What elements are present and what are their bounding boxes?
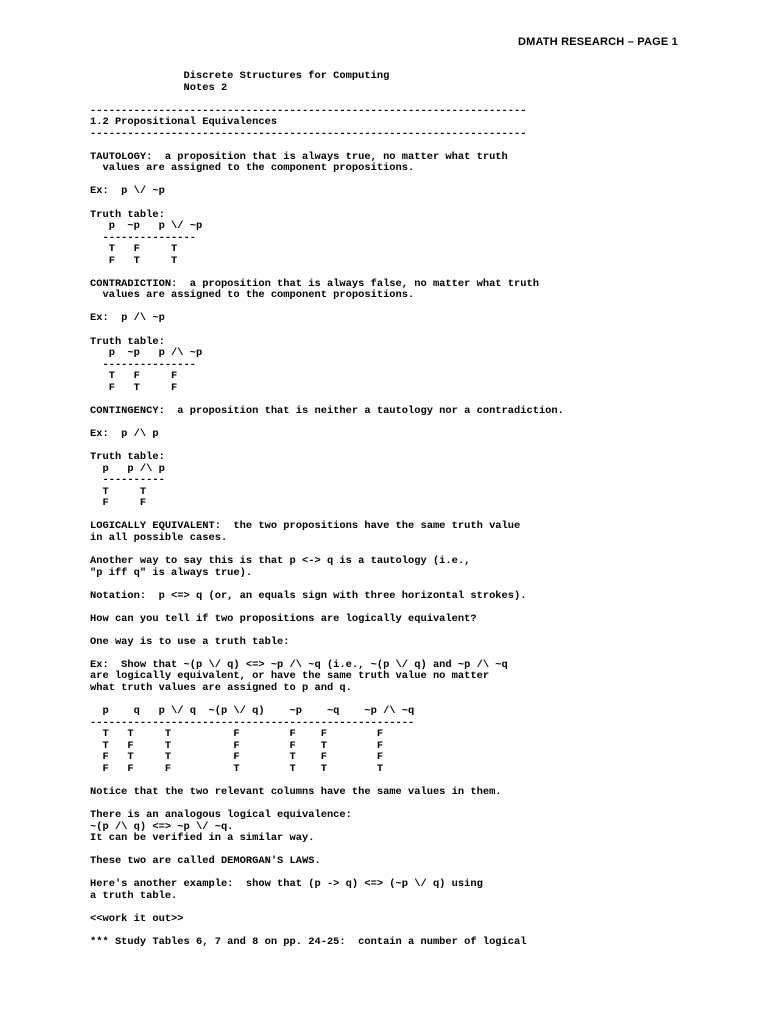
- document-line: F F: [90, 497, 147, 510]
- document-line: How can you tell if two propositions are logically equivalent?: [90, 612, 477, 625]
- document-line: These two are called DEMORGAN'S LAWS.: [90, 855, 321, 868]
- document-line: Ex: p /\ ~p: [90, 312, 165, 325]
- document-line: values are assigned to the component propositions.: [90, 162, 415, 175]
- document-line: Ex: p \/ ~p: [90, 185, 165, 198]
- document-line: CONTINGENCY: a proposition that is neither a tautology nor a contradiction.: [90, 404, 564, 417]
- document-line: ----------------------------------------------------------------------: [90, 104, 527, 117]
- document-line: T F T F F T F: [90, 739, 384, 752]
- document-line: It can be verified in a similar way.: [90, 832, 315, 845]
- document-line: T F T: [90, 243, 178, 256]
- document-line: CONTRADICTION: a proposition that is always false, no matter what truth: [90, 277, 539, 290]
- document-line: T F F: [90, 370, 178, 383]
- document-line: F T T: [90, 254, 178, 267]
- document-line: what truth values are assigned to p and q.: [90, 681, 352, 694]
- document-line: F F F T T T T: [90, 762, 384, 775]
- document-line: T T T F F F F: [90, 728, 384, 741]
- document-line: Discrete Structures for Computing: [90, 70, 390, 82]
- document-line: Truth table:: [90, 208, 165, 221]
- document-line: p p /\ p: [90, 462, 165, 475]
- document-line: p ~p p /\ ~p: [90, 347, 203, 360]
- document-line: TAUTOLOGY: a proposition that is always true, no matter what truth: [90, 150, 508, 163]
- document-line: Ex: p /\ p: [90, 427, 159, 440]
- document-line: Ex: Show that ~(p \/ q) <=> ~p /\ ~q (i.e., ~(p \/ q) and ~p /\ ~q: [90, 658, 508, 671]
- document-line: <<work it out>>: [90, 912, 184, 925]
- document-line: Notes 2: [90, 81, 228, 94]
- document-line: ~(p /\ q) <=> ~p \/ ~q.: [90, 820, 234, 833]
- document-line: p ~p p \/ ~p: [90, 220, 203, 233]
- document-line: One way is to use a truth table:: [90, 635, 290, 648]
- document-line: F T F: [90, 381, 178, 394]
- document-line: p q p \/ q ~(p \/ q) ~p ~q ~p /\ ~q: [90, 705, 415, 718]
- document-line: Notice that the two relevant columns have the same values in them.: [90, 785, 502, 798]
- document-line: a truth table.: [90, 889, 178, 902]
- document-line: LOGICALLY EQUIVALENT: the two propositions have the same truth value: [90, 520, 521, 533]
- document-line: values are assigned to the component propositions.: [90, 289, 415, 302]
- document-line: Truth table:: [90, 451, 165, 464]
- document-line: There is an analogous logical equivalence:: [90, 809, 352, 821]
- document-line: T T: [90, 485, 147, 498]
- document-line: F T T F T F F: [90, 751, 384, 764]
- document-line: in all possible cases.: [90, 531, 228, 544]
- document-line: Another way to say this is that p <-> q is a tautology (i.e.,: [90, 554, 471, 567]
- document-line: Truth table:: [90, 335, 165, 348]
- document-line: are logically equivalent, or have the same truth value no matter: [90, 670, 490, 683]
- document-line: ---------------: [90, 358, 197, 371]
- page-header-label: DMATH RESEARCH – PAGE 1: [517, 36, 678, 48]
- document-line: Notation: p <=> q (or, an equals sign with three horizontal strokes).: [90, 589, 527, 602]
- document-line: 1.2 Propositional Equivalences: [90, 116, 278, 129]
- document-line: ----------------------------------------------------: [90, 716, 415, 729]
- document-line: "p iff q" is always true).: [90, 566, 253, 579]
- document-line: ----------: [90, 474, 165, 487]
- document-line: Here's another example: show that (p -> q) <=> (~p \/ q) using: [90, 878, 483, 891]
- document-line: *** Study Tables 6, 7 and 8 on pp. 24-25: contain a number of logical: [90, 936, 527, 949]
- document-line: ----------------------------------------------------------------------: [90, 127, 527, 140]
- document-line: ---------------: [90, 231, 197, 244]
- document-body: [90, 71, 750, 949]
